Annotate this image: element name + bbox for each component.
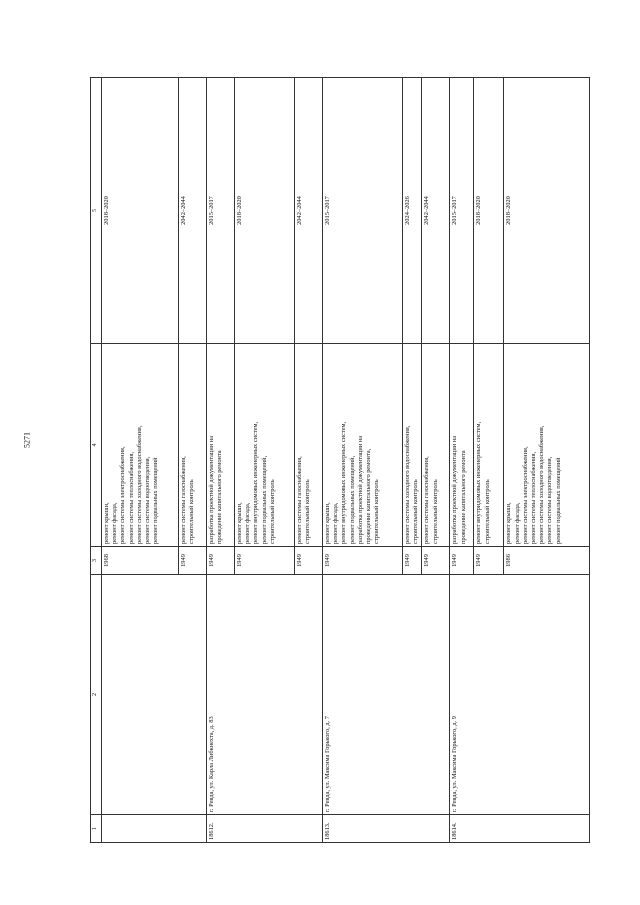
repair-schedule-table [90, 77, 590, 843]
year: 1968 [102, 547, 179, 575]
works: ремонт внутридомовых инженерных систем, строительный контроль [474, 344, 504, 547]
address [102, 575, 207, 815]
header-col-4: 4 [91, 344, 102, 547]
works: ремонт крыши, ремонт фасада, ремонт системы электроснабжения, ремонт системы теплоснабжения, ремонт системы холодного водоснабжения, ремонт системы водоотведения, ремонт подвальных помещений [102, 344, 179, 547]
address: г. Ревда, ул. Максима Горького, д. 7 [323, 575, 450, 815]
works: ремонт крыши, ремонт фасада, ремонт внутридомовых инженерных систем, ремонт подвальных помещений, разработка проектной документации на проведение капитального ремонта, строительный контроль [323, 344, 403, 547]
header-col-1: 1 [91, 815, 102, 843]
period: 2015–2017 [450, 78, 474, 344]
works: ремонт крыши, ремонт фасада, ремонт внутридомовых инженерных систем, ремонт подвальных помещений, строительный контроль [235, 344, 295, 547]
table-row [102, 78, 179, 843]
year: 1949 [450, 547, 474, 575]
works: ремонт системы газоснабжения, строительный контроль [422, 344, 450, 547]
year: 1949 [207, 547, 235, 575]
header-row [91, 78, 102, 843]
row-number [102, 815, 207, 843]
year: 1949 [474, 547, 504, 575]
period: 2024–2026 [403, 78, 422, 344]
period: 2018–2020 [474, 78, 504, 344]
period: 2042–2044 [295, 78, 323, 344]
address: г. Ревда, ул. Карла Либкнехта, д. 83 [207, 575, 323, 815]
row-number: 18612. [207, 815, 323, 843]
period: 2015–2017 [207, 78, 235, 344]
row-number: 18614. [450, 815, 590, 843]
rotated-table-wrapper [90, 78, 587, 843]
works: разработка проектной документации на проведение капитального ремонта [450, 344, 474, 547]
row-number: 18613. [323, 815, 450, 843]
period: 2042–2044 [179, 78, 207, 344]
works: разработка проектной документации на проведение капитального ремонта [207, 344, 235, 547]
year: 1949 [295, 547, 323, 575]
year: 1949 [323, 547, 403, 575]
period: 2015–2017 [323, 78, 403, 344]
year: 1949 [179, 547, 207, 575]
header-col-5: 5 [91, 78, 102, 344]
period: 2018–2020 [235, 78, 295, 344]
period: 2018–2020 [102, 78, 179, 344]
header-col-3: 3 [91, 547, 102, 575]
year: 1949 [422, 547, 450, 575]
works: ремонт системы газоснабжения, строительный контроль [295, 344, 323, 547]
works: ремонт системы газоснабжения, строительный контроль [179, 344, 207, 547]
address: г. Ревда, ул. Максима Горького, д. 9 [450, 575, 590, 815]
works: ремонт системы холодного водоснабжения, строительный контроль [403, 344, 422, 547]
period: 2018–2020 [504, 78, 590, 344]
period: 2042–2044 [422, 78, 450, 344]
page-number: 5271 [22, 432, 32, 448]
year: 1949 [235, 547, 295, 575]
year: 1949 [403, 547, 422, 575]
header-col-2: 2 [91, 575, 102, 815]
table-row [323, 78, 403, 843]
table-row [450, 78, 474, 843]
table-row [207, 78, 235, 843]
works: ремонт крыши, ремонт фасада, ремонт системы электроснабжения, ремонт системы теплоснабжения, ремонт системы холодного водоснабжения, ремонт системы водоотведения, ремонт подвальных помещений [504, 344, 590, 547]
year: 1986 [504, 547, 590, 575]
